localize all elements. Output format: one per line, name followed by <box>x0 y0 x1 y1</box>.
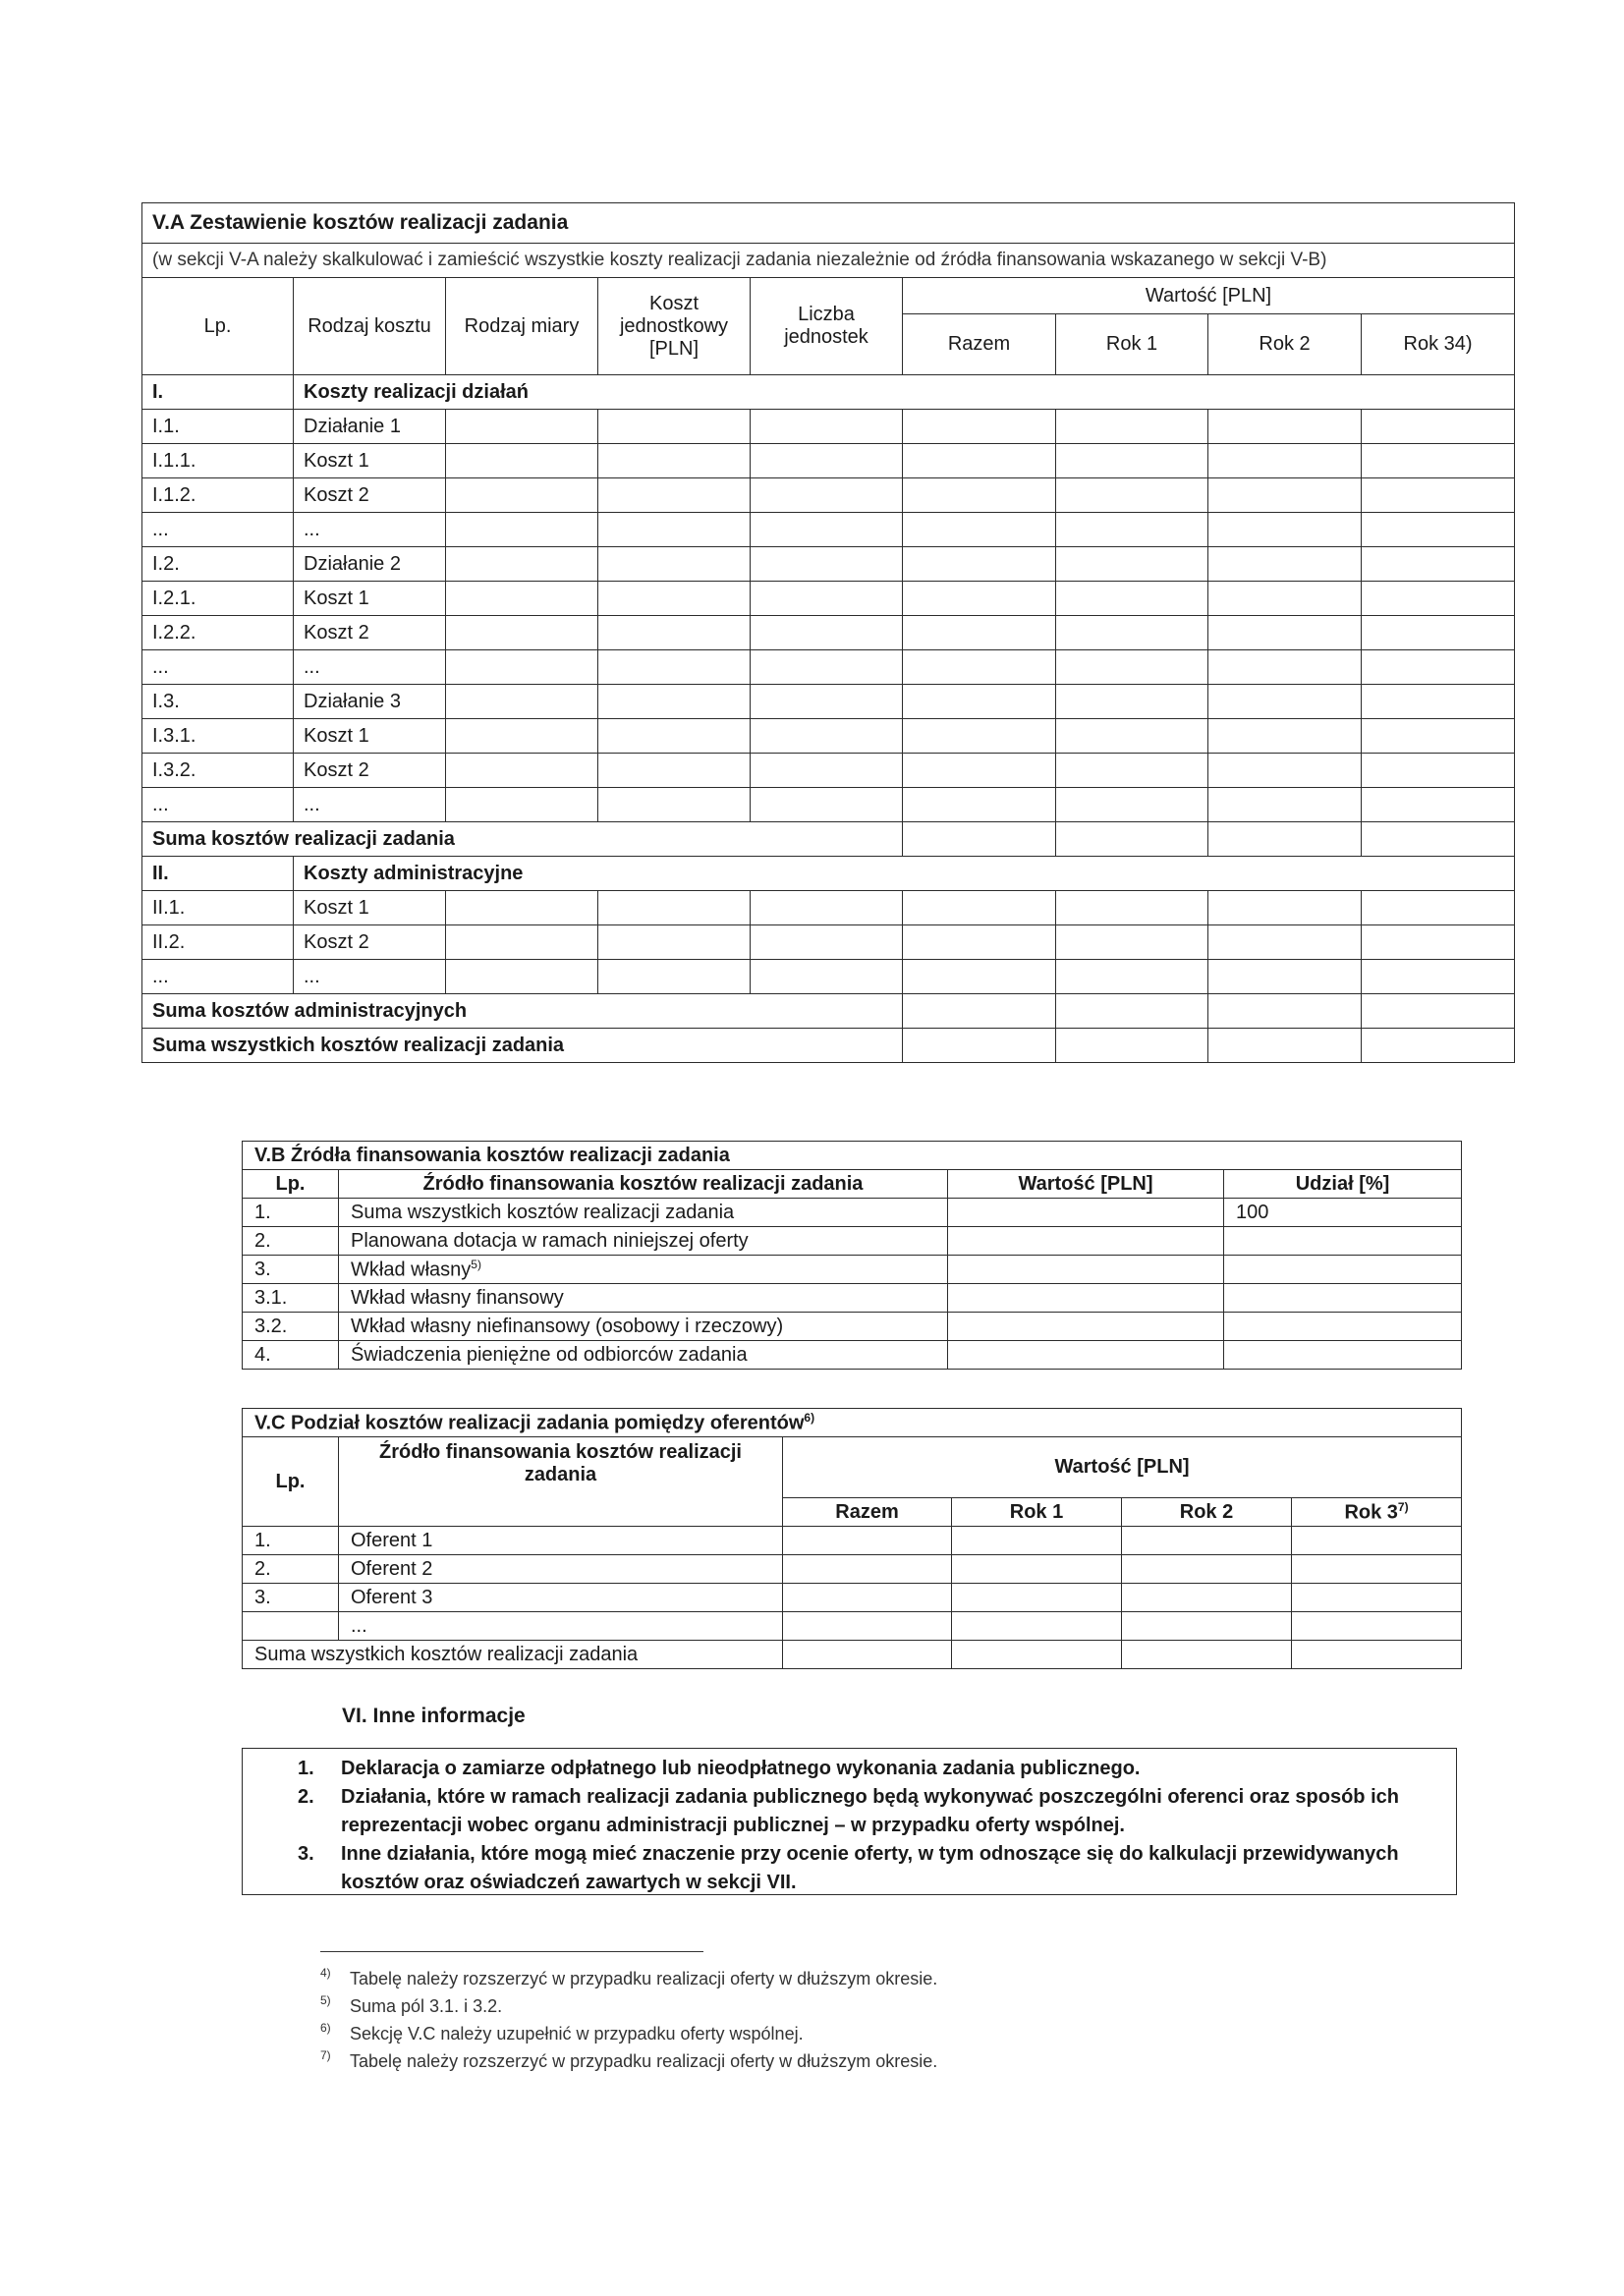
funding-row-source <box>339 1227 948 1256</box>
admin-row-year-2-cell[interactable] <box>1208 891 1362 925</box>
section-2-label: Koszty administracyjne <box>294 857 1515 891</box>
funding-row-share-cell[interactable] <box>1224 1227 1462 1256</box>
realization-row-unit-count-cell[interactable] <box>751 685 903 719</box>
realization-row-lp: I.2.2. <box>142 616 294 650</box>
admin-row-total-cell[interactable] <box>903 925 1056 960</box>
realization-row-total-cell[interactable] <box>903 547 1056 582</box>
funding-row-share-cell[interactable] <box>1224 1313 1462 1341</box>
realization-row-year-1-cell[interactable] <box>1056 754 1208 788</box>
realization-row-unit-cost-cell[interactable] <box>598 444 751 478</box>
admin-row-unit-count-cell[interactable] <box>751 925 903 960</box>
realization-row-unit-count-cell[interactable] <box>751 719 903 754</box>
vc-header-source: Źródło finansowania kosztów realizacji zadania <box>339 1437 783 1527</box>
realization-row-total-cell[interactable] <box>903 410 1056 444</box>
realization-row-year-3-cell[interactable] <box>1362 582 1515 616</box>
realization-row-lp: I.1. <box>142 410 294 444</box>
split-row-partner: Oferent 1 <box>339 1527 783 1555</box>
realization-row-cost-name: Koszt 2 <box>294 616 446 650</box>
vc-header-lp: Lp. <box>243 1437 339 1527</box>
realization-row-lp: I.2. <box>142 547 294 582</box>
header-value: Wartość [PLN] <box>903 278 1515 314</box>
realization-row-lp: ... <box>142 513 294 547</box>
realization-row-unit-cost-cell[interactable] <box>598 410 751 444</box>
split-row-partner: Oferent 2 <box>339 1555 783 1584</box>
funding-row-source-text: Wkład własny <box>351 1259 472 1281</box>
realization-row-year-3-cell[interactable] <box>1362 650 1515 685</box>
funding-row-source <box>339 1199 948 1227</box>
other-info-item <box>243 1755 1436 1783</box>
table-row <box>243 1199 1462 1227</box>
realization-row-year-3-cell[interactable] <box>1362 410 1515 444</box>
sum-realization-label: Suma kosztów realizacji zadania <box>142 822 903 857</box>
realization-row-year-1-cell[interactable] <box>1056 616 1208 650</box>
admin-row-total-cell[interactable] <box>903 891 1056 925</box>
other-info-item-text: Inne działania, które mogą mieć znaczenie przy ocenie oferty, w tym odnoszące się do kalkulacji przewidywanych kosztów oraz oświadczeń zawartych w sekcji VII. <box>341 1843 1399 1893</box>
realization-row-unit-count-cell[interactable] <box>751 650 903 685</box>
realization-row-unit-type-cell[interactable] <box>446 754 598 788</box>
header-year-1: Rok 1 <box>1056 314 1208 375</box>
funding-row-source-text: Świadczenia pieniężne od odbiorców zadania <box>351 1343 748 1366</box>
header-unit-cost: Koszt jednostkowy [PLN] <box>598 278 751 375</box>
realization-row-year-2-cell[interactable] <box>1208 444 1362 478</box>
footnote-text: Tabelę należy rozszerzyć w przypadku realizacji oferty w dłuższym okresie. <box>350 1969 938 1988</box>
realization-row-unit-cost-cell[interactable] <box>598 788 751 822</box>
vc-header-year-2: Rok 2 <box>1122 1498 1292 1527</box>
realization-row-unit-cost-cell[interactable] <box>598 719 751 754</box>
vc-sum-year-2[interactable] <box>1122 1641 1292 1669</box>
vb-header-value: Wartość [PLN] <box>948 1170 1224 1199</box>
realization-row-unit-count-cell[interactable] <box>751 754 903 788</box>
admin-row-lp: II.2. <box>142 925 294 960</box>
sum-admin-year-2[interactable] <box>1208 994 1362 1029</box>
realization-row-year-1-cell[interactable] <box>1056 582 1208 616</box>
admin-row-lp: ... <box>142 960 294 994</box>
footnote <box>320 2047 937 2075</box>
funding-row-share-cell[interactable] <box>1224 1284 1462 1313</box>
realization-row-unit-count-cell[interactable] <box>751 513 903 547</box>
funding-row-source-text: Planowana dotacja w ramach niniejszej oferty <box>351 1229 749 1252</box>
split-row-total-cell[interactable] <box>783 1527 952 1555</box>
realization-row-unit-cost-cell[interactable] <box>598 685 751 719</box>
admin-row-unit-count-cell[interactable] <box>751 891 903 925</box>
realization-row-unit-type-cell[interactable] <box>446 685 598 719</box>
funding-row-value-cell[interactable] <box>948 1199 1224 1227</box>
table-row <box>142 925 1515 960</box>
admin-row-year-1-cell[interactable] <box>1056 960 1208 994</box>
sum-all-year-2[interactable] <box>1208 1029 1362 1063</box>
realization-row-lp: I.3.2. <box>142 754 294 788</box>
realization-row-cost-name: ... <box>294 650 446 685</box>
admin-row-year-1-cell[interactable] <box>1056 925 1208 960</box>
realization-row-year-3-cell[interactable] <box>1362 616 1515 650</box>
other-info-item-number: 1. <box>298 1758 314 1779</box>
realization-row-unit-type-cell[interactable] <box>446 788 598 822</box>
funding-row-source-text: Wkład własny finansowy <box>351 1286 564 1309</box>
realization-row-lp: I.3. <box>142 685 294 719</box>
vc-header-total: Razem <box>783 1498 952 1527</box>
admin-row-year-3-cell[interactable] <box>1362 891 1515 925</box>
split-row-year-3-cell[interactable] <box>1292 1612 1462 1641</box>
realization-row-lp: I.3.1. <box>142 719 294 754</box>
realization-row-unit-type-cell[interactable] <box>446 719 598 754</box>
realization-row-unit-type-cell[interactable] <box>446 410 598 444</box>
funding-sources-table <box>242 1141 1462 1370</box>
other-info-item-text: Działania, które w ramach realizacji zadania publicznego będą wykonywać poszczególni oferenci oraz sposób ich reprezentacji wobec organu administracji publicznej – w przypadku oferty wspólnej. <box>341 1786 1399 1836</box>
funding-row-source <box>339 1341 948 1370</box>
funding-row-lp: 2. <box>243 1227 339 1256</box>
vc-sum-total[interactable] <box>783 1641 952 1669</box>
other-info-item-text: Deklaracja o zamiarze odpłatnego lub nieodpłatnego wykonania zadania publicznego. <box>341 1758 1141 1779</box>
table-row <box>243 1313 1462 1341</box>
realization-row-total-cell[interactable] <box>903 719 1056 754</box>
table-row <box>142 410 1515 444</box>
other-info-item <box>243 1783 1436 1840</box>
section-2-rows <box>142 891 1515 994</box>
realization-row-unit-type-cell[interactable] <box>446 650 598 685</box>
footnote <box>320 1965 937 1992</box>
funding-row-source <box>339 1313 948 1341</box>
realization-row-unit-count-cell[interactable] <box>751 582 903 616</box>
realization-row-unit-cost-cell[interactable] <box>598 582 751 616</box>
header-year-2: Rok 2 <box>1208 314 1362 375</box>
funding-row-footnote-mark: 5) <box>471 1257 481 1271</box>
footnote-divider <box>320 1951 703 1952</box>
realization-row-unit-count-cell[interactable] <box>751 616 903 650</box>
table-row <box>142 788 1515 822</box>
table-row <box>142 444 1515 478</box>
realization-row-total-cell[interactable] <box>903 754 1056 788</box>
realization-row-cost-name: Działanie 3 <box>294 685 446 719</box>
header-unit-type: Rodzaj miary <box>446 278 598 375</box>
funding-row-value-cell[interactable] <box>948 1227 1224 1256</box>
section-1-label: Koszty realizacji działań <box>294 375 1515 410</box>
realization-row-year-3-cell[interactable] <box>1362 685 1515 719</box>
split-row-year-3-cell[interactable] <box>1292 1555 1462 1584</box>
realization-row-unit-cost-cell[interactable] <box>598 478 751 513</box>
split-row-year-2-cell[interactable] <box>1122 1527 1292 1555</box>
table-row <box>142 616 1515 650</box>
split-row-year-1-cell[interactable] <box>952 1584 1122 1612</box>
cost-split-table <box>242 1408 1462 1669</box>
realization-row-unit-count-cell[interactable] <box>751 478 903 513</box>
vc-header-year-3: Rok 3$^{7)}$ <box>1292 1498 1462 1527</box>
admin-row-unit-type-cell[interactable] <box>446 925 598 960</box>
realization-row-unit-type-cell[interactable] <box>446 513 598 547</box>
realization-row-cost-name: Działanie 1 <box>294 410 446 444</box>
vc-title-footnote-mark: 6) <box>804 1410 815 1425</box>
table-row <box>243 1341 1462 1370</box>
realization-row-year-1-cell[interactable] <box>1056 478 1208 513</box>
realization-row-lp: I.2.1. <box>142 582 294 616</box>
vc-rows <box>243 1527 1462 1641</box>
table-row <box>142 582 1515 616</box>
table-row <box>142 960 1515 994</box>
split-row-lp <box>243 1612 339 1641</box>
table-row <box>142 513 1515 547</box>
header-year-3: Rok 34) <box>1362 314 1515 375</box>
realization-row-lp: ... <box>142 650 294 685</box>
other-info-item-number: 2. <box>298 1786 314 1808</box>
split-row-total-cell[interactable] <box>783 1584 952 1612</box>
split-row-year-3-cell[interactable] <box>1292 1527 1462 1555</box>
realization-row-year-2-cell[interactable] <box>1208 513 1362 547</box>
realization-row-unit-cost-cell[interactable] <box>598 513 751 547</box>
footnotes <box>320 1965 937 2075</box>
vc-sum-year-3[interactable] <box>1292 1641 1462 1669</box>
vb-header-share: Udział [%] <box>1224 1170 1462 1199</box>
realization-row-year-2-cell[interactable] <box>1208 719 1362 754</box>
funding-row-source-text: Wkład własny niefinansowy (osobowy i rzeczowy) <box>351 1315 784 1337</box>
sum-all-year-1[interactable] <box>1056 1029 1208 1063</box>
funding-row-lp: 3.2. <box>243 1313 339 1341</box>
realization-row-lp: ... <box>142 788 294 822</box>
footnote <box>320 1992 937 2020</box>
sum-realization-year-1[interactable] <box>1056 822 1208 857</box>
admin-row-unit-cost-cell[interactable] <box>598 891 751 925</box>
realization-row-year-3-cell[interactable] <box>1362 719 1515 754</box>
realization-row-unit-type-cell[interactable] <box>446 547 598 582</box>
section-vi-heading: VI. Inne informacje <box>342 1705 526 1727</box>
funding-row-source <box>339 1284 948 1313</box>
sum-all-year-3[interactable] <box>1362 1029 1515 1063</box>
admin-row-year-1-cell[interactable] <box>1056 891 1208 925</box>
footnote-text: Sekcję V.C należy uzupełnić w przypadku oferty wspólnej. <box>350 2024 804 2044</box>
table-row <box>142 754 1515 788</box>
realization-row-year-3-cell[interactable] <box>1362 754 1515 788</box>
admin-row-unit-cost-cell[interactable] <box>598 960 751 994</box>
table-row <box>142 650 1515 685</box>
realization-row-cost-name: ... <box>294 513 446 547</box>
sum-admin-label: Suma kosztów administracyjnych <box>142 994 903 1029</box>
admin-row-total-cell[interactable] <box>903 960 1056 994</box>
realization-row-total-cell[interactable] <box>903 513 1056 547</box>
table-row <box>142 547 1515 582</box>
admin-row-lp: II.1. <box>142 891 294 925</box>
realization-row-total-cell[interactable] <box>903 685 1056 719</box>
section-vb-title: V.B Źródła finansowania kosztów realizacji zadania <box>243 1142 1462 1170</box>
admin-row-unit-type-cell[interactable] <box>446 891 598 925</box>
realization-row-year-1-cell[interactable] <box>1056 719 1208 754</box>
realization-row-unit-type-cell[interactable] <box>446 582 598 616</box>
funding-row-share-cell[interactable] <box>1224 1341 1462 1370</box>
table-row <box>243 1284 1462 1313</box>
funding-row-source-text: Suma wszystkich kosztów realizacji zadania <box>351 1201 735 1223</box>
split-row-lp: 1. <box>243 1527 339 1555</box>
realization-row-unit-type-cell[interactable] <box>446 444 598 478</box>
header-cost-type: Rodzaj kosztu <box>294 278 446 375</box>
split-row-partner: Oferent 3 <box>339 1584 783 1612</box>
realization-row-lp: I.1.1. <box>142 444 294 478</box>
vb-rows <box>243 1199 1462 1370</box>
funding-row-lp: 4. <box>243 1341 339 1370</box>
realization-row-year-1-cell[interactable] <box>1056 650 1208 685</box>
split-row-year-1-cell[interactable] <box>952 1527 1122 1555</box>
realization-row-total-cell[interactable] <box>903 616 1056 650</box>
realization-row-year-2-cell[interactable] <box>1208 547 1362 582</box>
realization-row-total-cell[interactable] <box>903 478 1056 513</box>
realization-row-unit-count-cell[interactable] <box>751 410 903 444</box>
admin-row-unit-count-cell[interactable] <box>751 960 903 994</box>
sum-admin-total[interactable] <box>903 994 1056 1029</box>
admin-row-year-3-cell[interactable] <box>1362 960 1515 994</box>
table-row <box>142 719 1515 754</box>
realization-row-cost-name: Działanie 2 <box>294 547 446 582</box>
section-2-lp: II. <box>142 857 294 891</box>
realization-row-year-3-cell[interactable] <box>1362 547 1515 582</box>
admin-row-year-2-cell[interactable] <box>1208 960 1362 994</box>
realization-row-year-3-cell[interactable] <box>1362 513 1515 547</box>
section-va-note: (w sekcji V-A należy skalkulować i zamieścić wszystkie koszty realizacji zadania niezależnie od źródła finansowania wskazanego w sekcji V-B) <box>142 244 1515 278</box>
realization-row-unit-cost-cell[interactable] <box>598 650 751 685</box>
sum-realization-year-2[interactable] <box>1208 822 1362 857</box>
other-information-box <box>242 1748 1457 1895</box>
vc-header-year-1: Rok 1 <box>952 1498 1122 1527</box>
admin-row-unit-type-cell[interactable] <box>446 960 598 994</box>
table-row <box>243 1584 1462 1612</box>
funding-row-share-cell[interactable] <box>1224 1256 1462 1284</box>
sum-realization-year-3[interactable] <box>1362 822 1515 857</box>
realization-row-total-cell[interactable] <box>903 650 1056 685</box>
realization-row-total-cell[interactable] <box>903 444 1056 478</box>
footnote-mark: 7) <box>320 2048 331 2062</box>
realization-row-unit-type-cell[interactable] <box>446 616 598 650</box>
realization-row-year-1-cell[interactable] <box>1056 685 1208 719</box>
other-info-item <box>243 1840 1436 1897</box>
realization-row-year-2-cell[interactable] <box>1208 478 1362 513</box>
funding-row-value-cell[interactable] <box>948 1313 1224 1341</box>
realization-row-unit-cost-cell[interactable] <box>598 754 751 788</box>
sum-all-label: Suma wszystkich kosztów realizacji zadania <box>142 1029 903 1063</box>
realization-row-lp: I.1.2. <box>142 478 294 513</box>
funding-row-share-cell[interactable]: 100 <box>1224 1199 1462 1227</box>
admin-row-cost-name: Koszt 1 <box>294 891 446 925</box>
split-row-total-cell[interactable] <box>783 1612 952 1641</box>
sum-realization-total[interactable] <box>903 822 1056 857</box>
other-info-item-number: 3. <box>298 1843 314 1865</box>
vb-header-source: Źródło finansowania kosztów realizacji zadania <box>339 1170 948 1199</box>
realization-row-unit-cost-cell[interactable] <box>598 616 751 650</box>
split-row-year-3-cell[interactable] <box>1292 1584 1462 1612</box>
admin-row-cost-name: Koszt 2 <box>294 925 446 960</box>
realization-row-unit-count-cell[interactable] <box>751 444 903 478</box>
realization-row-year-2-cell[interactable] <box>1208 582 1362 616</box>
funding-row-lp: 3.1. <box>243 1284 339 1313</box>
footnote <box>320 2020 937 2047</box>
footnote-mark: 5) <box>320 1993 331 2007</box>
realization-row-year-1-cell[interactable] <box>1056 547 1208 582</box>
table-row <box>142 685 1515 719</box>
realization-row-year-3-cell[interactable] <box>1362 478 1515 513</box>
table-row <box>142 891 1515 925</box>
split-row-year-2-cell[interactable] <box>1122 1584 1292 1612</box>
table-row <box>243 1256 1462 1284</box>
table-row <box>243 1227 1462 1256</box>
realization-row-year-2-cell[interactable] <box>1208 754 1362 788</box>
realization-row-year-3-cell[interactable] <box>1362 788 1515 822</box>
split-row-year-2-cell[interactable] <box>1122 1612 1292 1641</box>
table-row <box>243 1555 1462 1584</box>
section-va-title: V.A Zestawienie kosztów realizacji zadania <box>142 203 1515 244</box>
realization-row-cost-name: Koszt 1 <box>294 444 446 478</box>
realization-row-year-2-cell[interactable] <box>1208 788 1362 822</box>
realization-row-total-cell[interactable] <box>903 788 1056 822</box>
footnote-mark: 4) <box>320 1966 331 1980</box>
realization-row-unit-cost-cell[interactable] <box>598 547 751 582</box>
table-row <box>243 1612 1462 1641</box>
split-row-partner: ... <box>339 1612 783 1641</box>
vc-sum-year-1[interactable] <box>952 1641 1122 1669</box>
split-row-lp: 3. <box>243 1584 339 1612</box>
realization-row-year-3-cell[interactable] <box>1362 444 1515 478</box>
table-row <box>243 1527 1462 1555</box>
cost-summary-table <box>141 202 1515 1063</box>
split-row-total-cell[interactable] <box>783 1555 952 1584</box>
footnote-text: Tabelę należy rozszerzyć w przypadku realizacji oferty w dłuższym okresie. <box>350 2051 938 2071</box>
realization-row-cost-name: Koszt 2 <box>294 754 446 788</box>
admin-row-year-3-cell[interactable] <box>1362 925 1515 960</box>
other-information-list <box>243 1749 1456 1897</box>
realization-row-unit-type-cell[interactable] <box>446 478 598 513</box>
funding-row-value-cell[interactable] <box>948 1284 1224 1313</box>
vc-header-value: Wartość [PLN] <box>783 1437 1462 1498</box>
realization-row-cost-name: Koszt 1 <box>294 582 446 616</box>
vb-header-lp: Lp. <box>243 1170 339 1199</box>
realization-row-year-2-cell[interactable] <box>1208 650 1362 685</box>
header-total: Razem <box>903 314 1056 375</box>
realization-row-unit-count-cell[interactable] <box>751 788 903 822</box>
section-vc-title: V.C Podział kosztów realizacji zadania pomiędzy oferentów$^{6)}$ <box>243 1409 1462 1437</box>
vc-year-3-footnote-mark: 7) <box>1397 1499 1409 1514</box>
sum-admin-year-1[interactable] <box>1056 994 1208 1029</box>
sum-all-total[interactable] <box>903 1029 1056 1063</box>
split-row-year-1-cell[interactable] <box>952 1555 1122 1584</box>
header-lp: Lp. <box>142 278 294 375</box>
realization-row-year-2-cell[interactable] <box>1208 685 1362 719</box>
funding-row-value-cell[interactable] <box>948 1341 1224 1370</box>
split-row-year-2-cell[interactable] <box>1122 1555 1292 1584</box>
footnote-mark: 6) <box>320 2021 331 2035</box>
footnote-text: Suma pól 3.1. i 3.2. <box>350 1996 503 2016</box>
vc-sum-label: Suma wszystkich kosztów realizacji zadania <box>243 1641 783 1669</box>
realization-row-year-1-cell[interactable] <box>1056 444 1208 478</box>
table-row <box>142 478 1515 513</box>
realization-row-year-1-cell[interactable] <box>1056 513 1208 547</box>
sum-admin-year-3[interactable] <box>1362 994 1515 1029</box>
admin-row-year-2-cell[interactable] <box>1208 925 1362 960</box>
admin-row-cost-name: ... <box>294 960 446 994</box>
funding-row-lp: 1. <box>243 1199 339 1227</box>
funding-row-value-cell[interactable] <box>948 1256 1224 1284</box>
section-1-rows <box>142 410 1515 822</box>
split-row-year-1-cell[interactable] <box>952 1612 1122 1641</box>
funding-row-source <box>339 1256 948 1284</box>
realization-row-year-2-cell[interactable] <box>1208 410 1362 444</box>
realization-row-cost-name: ... <box>294 788 446 822</box>
realization-row-year-2-cell[interactable] <box>1208 616 1362 650</box>
realization-row-cost-name: Koszt 1 <box>294 719 446 754</box>
header-unit-count: Liczba jednostek <box>751 278 903 375</box>
realization-row-unit-count-cell[interactable] <box>751 547 903 582</box>
admin-row-unit-cost-cell[interactable] <box>598 925 751 960</box>
realization-row-cost-name: Koszt 2 <box>294 478 446 513</box>
realization-row-year-1-cell[interactable] <box>1056 410 1208 444</box>
split-row-lp: 2. <box>243 1555 339 1584</box>
realization-row-year-1-cell[interactable] <box>1056 788 1208 822</box>
funding-row-lp: 3. <box>243 1256 339 1284</box>
realization-row-total-cell[interactable] <box>903 582 1056 616</box>
section-1-lp: I. <box>142 375 294 410</box>
